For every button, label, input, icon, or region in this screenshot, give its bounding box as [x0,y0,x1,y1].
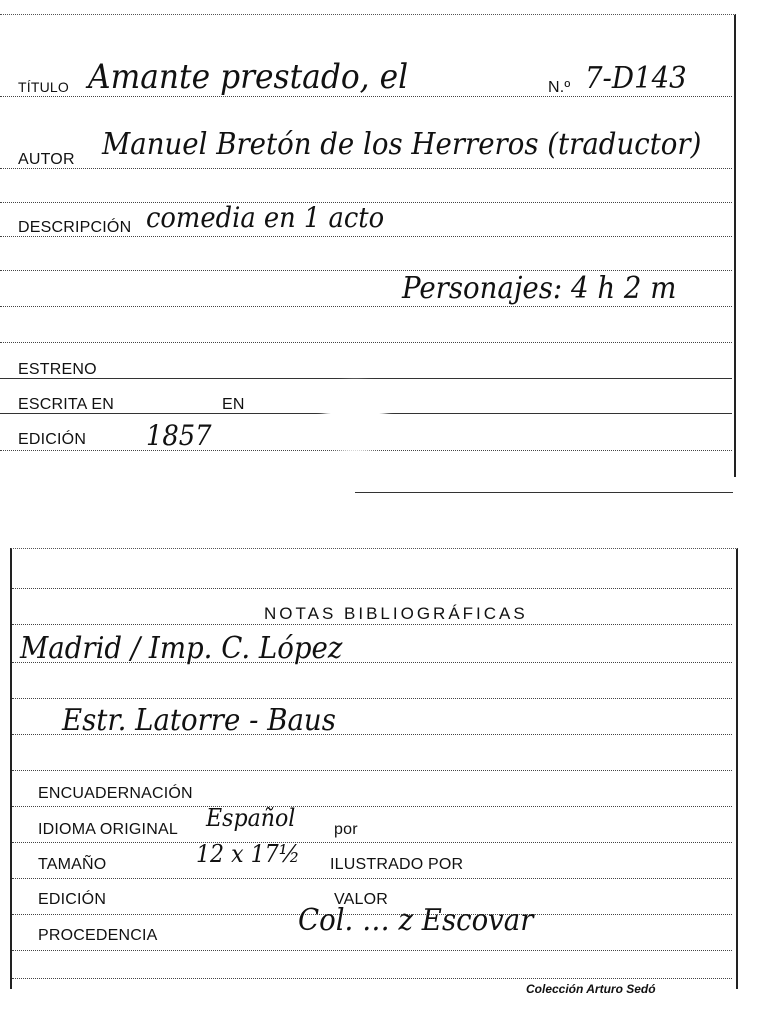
rule-b7 [12,842,732,843]
autor-value: Manuel Bretón de los Herreros (traductor) [102,127,702,162]
rule-b6 [12,806,732,807]
rule-b5 [12,770,732,771]
notas-heading: NOTAS BIBLIOGRÁFICAS [264,604,528,623]
procedencia-label: PROCEDENCIA [38,927,158,944]
encuadernacion-label: ENCUADERNACIÓN [38,785,193,802]
rule-card-bottom-edge [355,492,733,493]
collection-footer: Colección Arturo Sedó [526,982,656,996]
rule-b8 [12,878,732,879]
idioma-label: IDIOMA ORIGINAL [38,821,178,838]
rule-descripcion [0,236,732,237]
titulo-value: Amante prestado, el [88,57,409,97]
idioma-value: Español [206,804,296,832]
rule-blank-2 [0,306,732,307]
numero-label: N.º [548,79,571,96]
rule-b11 [12,978,732,979]
descripcion-label: DESCRIPCIÓN [18,219,132,236]
erased-spot [330,388,380,448]
rule-estreno [0,378,732,379]
nota-line-1: Madrid / Imp. C. López [20,631,343,666]
rule-edicion [0,450,732,451]
autor-label: AUTOR [18,151,75,168]
tamano-value: 12 x 17½ [196,840,301,868]
edicion-value-top: 1857 [146,419,212,452]
numero-value: 7-D143 [585,61,687,96]
en-label: EN [222,396,245,413]
personajes-value: Personajes: 4 h 2 m [402,271,677,306]
rule-b10 [12,950,732,951]
por-label: por [334,821,358,838]
titulo-label: TÍTULO [18,79,69,95]
escrita-label: ESCRITA EN [18,396,114,413]
rule-autor [0,168,732,169]
tamano-label: TAMAÑO [38,856,107,873]
rule-b0 [12,588,732,589]
rule-blank-3 [0,342,732,343]
edicion-label-bottom: EDICIÓN [38,891,107,908]
rule-b3 [12,698,732,699]
rule-b1 [12,624,732,625]
nota-line-2: Estr. Latorre - Baus [62,703,336,738]
ilustrado-label: ILUSTRADO POR [330,856,464,873]
estreno-label: ESTRENO [18,361,97,378]
valor-label: VALOR [334,891,389,908]
edicion-label-top: EDICIÓN [18,431,87,448]
descripcion-value: comedia en 1 acto [146,201,385,234]
procedencia-value: Col. … z Escovar [298,903,534,938]
